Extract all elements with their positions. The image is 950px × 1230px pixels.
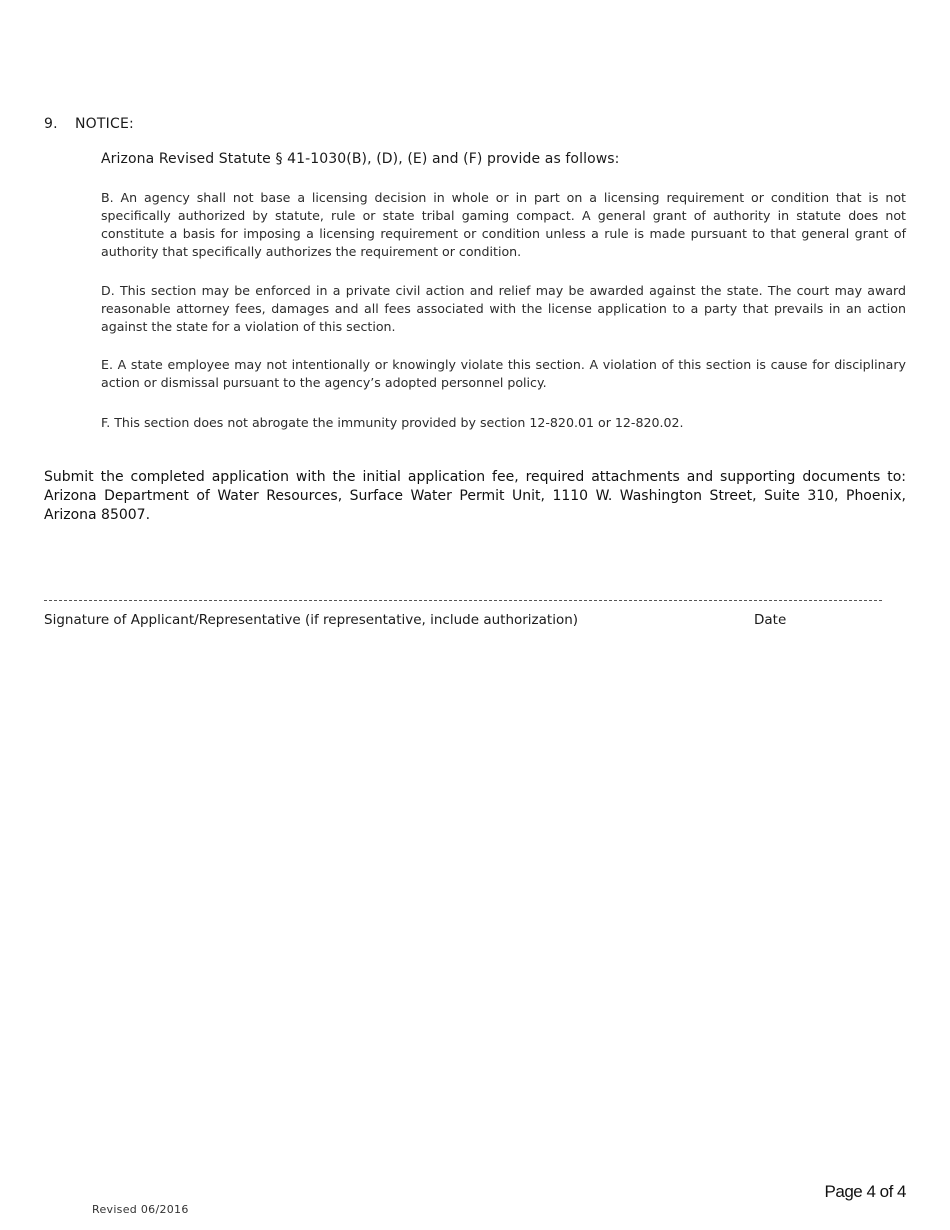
statute-intro: Arizona Revised Statute § 41-1030(B), (D), (E) and (F) provide as follows:	[101, 151, 620, 167]
signature-label: Signature of Applicant/Representative (if representative, include authorization)	[44, 612, 579, 628]
date-label: Date	[754, 612, 787, 628]
notice-heading	[44, 116, 134, 132]
page-number: Page 4 of 4	[824, 1182, 906, 1201]
statute-paragraph-e: E. A state employee may not intentionally or knowingly violate this section. A violation of this section is cause for disciplinary action or dismissal pursuant to the agency’s adopted personnel policy.	[101, 357, 906, 390]
submit-instructions: Submit the completed application with the initial application fee, required attachments and supporting documents to: Arizona Department of Water Resources, Surface Water Permit Unit, 1110 W. Washington Street, Suite 310, Phoenix, Arizona 85007.	[44, 469, 906, 523]
section-number: 9.	[44, 116, 58, 132]
signature-line[interactable]	[44, 600, 882, 601]
statute-paragraph-d: D. This section may be enforced in a private civil action and relief may be awarded against the state. The court may award reasonable attorney fees, damages and all fees associated with the license application to a party that prevails in an action against the state for a violation of this section.	[101, 283, 906, 334]
statute-paragraph-f: F. This section does not abrogate the immunity provided by section 12-820.01 or 12-820.02.	[101, 415, 684, 430]
statute-paragraph-b: B. An agency shall not base a licensing decision in whole or in part on a licensing requirement or condition that is not specifically authorized by statute, rule or state tribal gaming compact. A general grant of authority in statute does not constitute a basis for imposing a licensing requirement or condition unless a rule is made pursuant to that general grant of authority that specifically authorizes the requirement or condition.	[101, 190, 906, 259]
section-title: NOTICE:	[75, 116, 134, 132]
revision-date: Revised 06/2016	[92, 1203, 189, 1216]
